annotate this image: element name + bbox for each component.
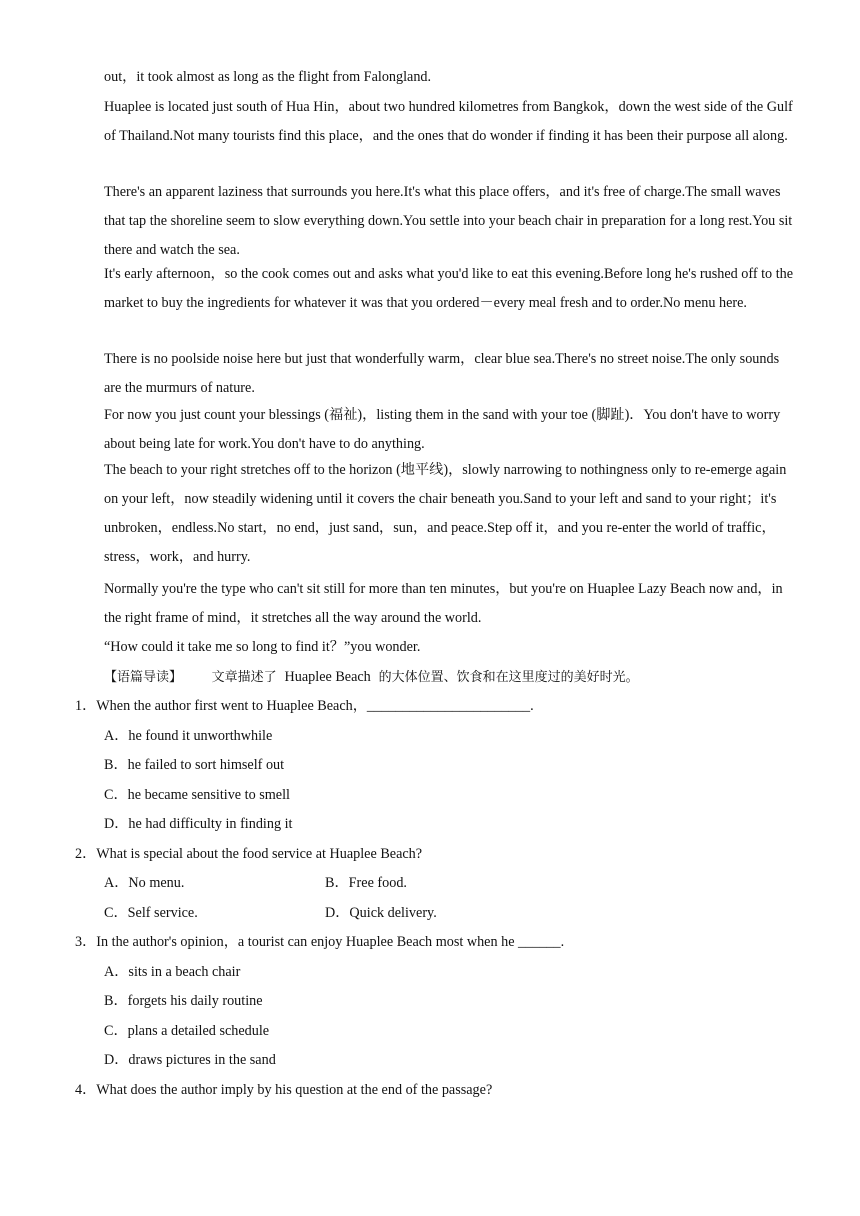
passage-paragraph: Huaplee is located just south of Hua Hin，about two hundred kilometres from Bangkok，down the west side of the Gulf of Thailand.Not many tourists find this place，and the ones that do wonder if finding it has been their purpose all along. bbox=[104, 99, 793, 144]
passage-paragraph: There's an apparent laziness that surrounds you here.It's what this place offers，and it's free of charge.The small waves that tap the shoreline seem to slow everything down.You settle into your beach chair in preparation for a long rest.You sit there and watch the sea. bbox=[104, 184, 793, 258]
question-option: B．Free food. bbox=[325, 875, 407, 891]
question-option: D．Quick delivery. bbox=[325, 905, 437, 921]
question-option: B．he failed to sort himself out bbox=[104, 757, 285, 773]
guide-label: 【语篇导读】 bbox=[104, 670, 183, 685]
question-stem: 4．What does the author imply by his question at the end of the passage? bbox=[75, 1082, 493, 1098]
question-option: A．sits in a beach chair bbox=[104, 964, 241, 980]
guide-text-en: Huaplee Beach bbox=[284, 669, 371, 685]
passage-paragraph: It's early afternoon，so the cook comes out and asks what you'd like to eat this evening.Before long he's rushed off to the market to buy the ingredients for whatever it was that you ordered－every meal fresh and to order.No menu here. bbox=[104, 266, 794, 311]
guide-text: 文章描述了 bbox=[211, 670, 277, 685]
guide-text: 的大体位置、饮食和在这里度过的美好时光。 bbox=[378, 670, 639, 685]
question-stem: 2．What is special about the food service at Huaplee Beach? bbox=[75, 846, 423, 862]
passage-paragraph: Normally you're the type who can't sit still for more than ten minutes，but you're on Huaplee Lazy Beach now and，in the right frame of mind，it stretches all the way around the world. bbox=[104, 581, 783, 626]
question-option: C．Self service. bbox=[104, 905, 198, 921]
passage-guide bbox=[104, 663, 804, 692]
question-stem: 1．When the author first went to Huaplee Beach，_______________________. bbox=[75, 698, 534, 714]
question-option: A．No menu. bbox=[104, 875, 185, 891]
passage-paragraph: out，it took almost as long as the flight from Falongland. bbox=[104, 69, 432, 85]
question-option: A．he found it unworthwhile bbox=[104, 728, 273, 744]
passage-paragraph: “How could it take me so long to find it？”you wonder. bbox=[104, 639, 421, 655]
question-option: C．he became sensitive to smell bbox=[104, 787, 290, 803]
question-option: C．plans a detailed schedule bbox=[104, 1023, 270, 1039]
question-stem: 3．In the author's opinion，a tourist can enjoy Huaplee Beach most when he ______. bbox=[75, 934, 565, 950]
question-option: B．forgets his daily routine bbox=[104, 993, 263, 1009]
passage-paragraph: The beach to your right stretches off to the horizon (地平线)，slowly narrowing to nothingness only to re-emerge again on your left，now steadily widening until it covers the chair beneath you.Sand to your left and sand to your right；it's unbroken，endless.No start，no end，just sand，sun，and peace.Step off it，and you re-enter the world of traffic，stress，work，and hurry. bbox=[104, 462, 787, 565]
passage-paragraph: There is no poolside noise here but just that wonderfully warm，clear blue sea.There's no street noise.The only sounds are the murmurs of nature. bbox=[104, 351, 780, 396]
question-option: D．he had difficulty in finding it bbox=[104, 816, 293, 832]
passage-paragraph: For now you just count your blessings (福祉)，listing them in the sand with your toe (脚趾)．You don't have to worry about being late for work.You don't have to do anything. bbox=[104, 407, 781, 452]
question-option: D．draws pictures in the sand bbox=[104, 1052, 276, 1068]
